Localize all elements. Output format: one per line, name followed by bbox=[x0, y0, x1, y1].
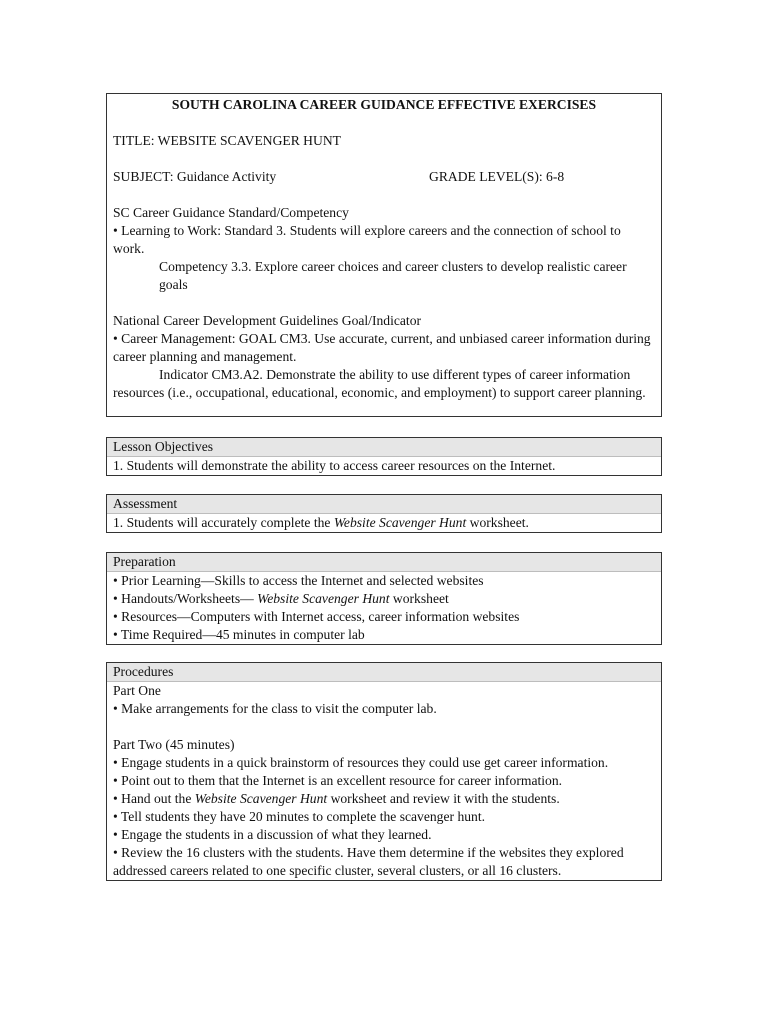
subject-text: SUBJECT: Guidance Activity bbox=[113, 169, 277, 184]
procedures-box bbox=[106, 662, 662, 881]
handout-item bbox=[113, 790, 655, 808]
sc-standard-heading: SC Career Guidance Standard/Competency bbox=[113, 205, 349, 220]
handout-post: worksheet and review it with the students. bbox=[327, 791, 560, 806]
resources-item: • Resources—Computers with Internet access, career information websites bbox=[113, 609, 520, 624]
assessment-box bbox=[106, 494, 662, 533]
assessment-item bbox=[113, 514, 655, 532]
header-box bbox=[106, 93, 662, 417]
internet-item: • Point out to them that the Internet is an excellent resource for career information. bbox=[113, 773, 563, 788]
subject-grade-row bbox=[113, 168, 655, 186]
national-goal-text: • Career Management: GOAL CM3. Use accurate, current, and unbiased career information during career planning and management. bbox=[113, 331, 651, 364]
part-one-item: • Make arrangements for the class to visit the computer lab. bbox=[113, 701, 437, 716]
sc-competency-text: Competency 3.3. Explore career choices and career clusters to develop realistic career goals bbox=[159, 259, 627, 292]
handouts-item bbox=[113, 590, 655, 608]
brainstorm-item: • Engage students in a quick brainstorm of resources they could use get career information. bbox=[113, 755, 609, 770]
preparation-label: Preparation bbox=[107, 553, 661, 572]
time-required-item: • Time Required—45 minutes in computer lab bbox=[113, 627, 365, 642]
handouts-post: worksheet bbox=[389, 591, 449, 606]
review-clusters-item: • Review the 16 clusters with the students. Have them determine if the websites they explored addressed careers related to one specific cluster, several clusters, or all 16 clusters. bbox=[113, 845, 624, 878]
assessment-item-pre: 1. Students will accurately complete the bbox=[113, 515, 334, 530]
preparation-box bbox=[106, 552, 662, 645]
grade-level-text: GRADE LEVEL(S): 6-8 bbox=[429, 169, 565, 184]
part-two-heading: Part Two (45 minutes) bbox=[113, 737, 235, 752]
tell-students-item: • Tell students they have 20 minutes to complete the scavenger hunt. bbox=[113, 809, 486, 824]
exercise-title: TITLE: WEBSITE SCAVENGER HUNT bbox=[113, 133, 341, 148]
objective-item: 1. Students will demonstrate the ability to access career resources on the Internet. bbox=[113, 458, 556, 473]
sc-standard-text: • Learning to Work: Standard 3. Students will explore careers and the connection of school to work. bbox=[113, 223, 621, 256]
procedures-label: Procedures bbox=[107, 663, 661, 682]
assessment-label: Assessment bbox=[107, 495, 661, 514]
page-heading: SOUTH CAROLINA CAREER GUIDANCE EFFECTIVE EXERCISES bbox=[171, 97, 597, 112]
national-indicator-text bbox=[113, 366, 655, 402]
national-guidelines-heading: National Career Development Guidelines Goal/Indicator bbox=[113, 313, 422, 328]
assessment-worksheet-title: Website Scavenger Hunt bbox=[333, 515, 467, 530]
handouts-worksheet-title: Website Scavenger Hunt bbox=[257, 591, 390, 606]
handout-worksheet-title: Website Scavenger Hunt bbox=[194, 791, 328, 806]
handouts-pre: • Handouts/Worksheets— bbox=[113, 591, 258, 606]
prior-learning-item: • Prior Learning—Skills to access the Internet and selected websites bbox=[113, 573, 484, 588]
part-one-heading: Part One bbox=[113, 683, 161, 698]
national-indicator-span: Indicator CM3.A2. Demonstrate the ability to use different types of career information resources (i.e., occupational, educational, economic, and employment) to support career planning. bbox=[113, 367, 646, 400]
assessment-item-post: worksheet. bbox=[466, 515, 529, 530]
lesson-objectives-box bbox=[106, 437, 662, 476]
lesson-objectives-label: Lesson Objectives bbox=[107, 438, 661, 457]
discussion-item: • Engage the students in a discussion of what they learned. bbox=[113, 827, 432, 842]
handout-pre: • Hand out the bbox=[113, 791, 195, 806]
